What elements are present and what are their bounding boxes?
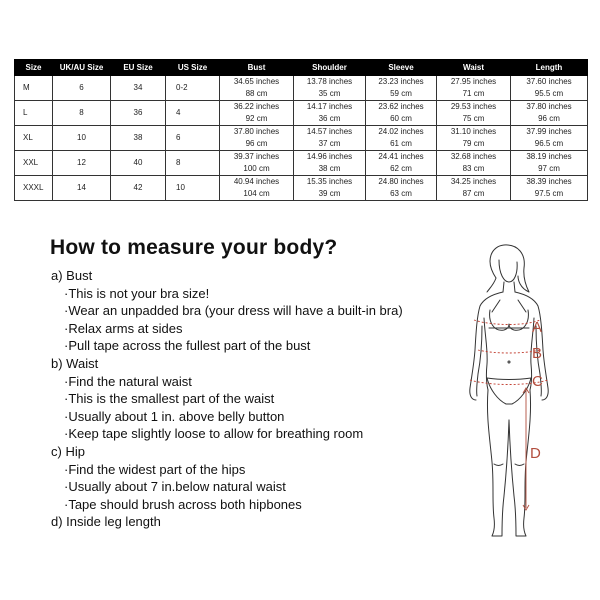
instruction-section: a) Bust (51, 268, 93, 283)
bust-inches-cell: 39.37 inches (220, 151, 294, 164)
table-row (15, 101, 588, 114)
body-measurement-figure (456, 240, 566, 545)
bust-inches-cell: 34.65 inches (220, 76, 294, 89)
us-size-cell: 4 (166, 101, 220, 126)
sleeve-cm-cell: 61 cm (366, 138, 437, 151)
instruction-step: ·Wear an unpadded bra (your dress will have a built-in bra) (64, 303, 403, 319)
table-row (15, 76, 588, 89)
eu-size-cell: 36 (111, 101, 166, 126)
waist-inches-cell: 32.68 inches (437, 151, 511, 164)
size-cell: M (15, 76, 53, 101)
eu-size-cell: 38 (111, 126, 166, 151)
instruction-section: b) Waist (51, 355, 99, 371)
mark-d-label: D (530, 445, 541, 462)
instruction-step: ·This is not your bra size! (64, 285, 210, 301)
shoulder-cm-cell: 37 cm (294, 138, 366, 151)
length-inches-cell: 37.60 inches (511, 76, 588, 89)
length-inches-cell: 38.19 inches (511, 151, 588, 164)
instruction-step: ·Pull tape across the fullest part of the bust (64, 338, 311, 354)
sleeve-inches-cell: 24.80 inches (366, 176, 437, 189)
instruction-step: ·Usually about 7 in.below natural waist (64, 479, 286, 495)
uk-size-cell: 6 (53, 76, 111, 101)
us-size-cell: 10 (166, 176, 220, 201)
sleeve-inches-cell: 24.41 inches (366, 151, 437, 164)
uk-size-cell: 10 (53, 126, 111, 151)
waist-inches-cell: 29.53 inches (437, 101, 511, 114)
length-cm-cell: 97.5 cm (511, 188, 588, 201)
waist-cm-cell: 75 cm (437, 113, 511, 126)
waist-inches-cell: 34.25 inches (437, 176, 511, 189)
shoulder-inches-cell: 14.57 inches (294, 126, 366, 139)
bust-cm-cell: 104 cm (220, 188, 294, 201)
sleeve-cm-cell: 62 cm (366, 163, 437, 176)
length-cm-cell: 97 cm (511, 163, 588, 176)
uk-size-cell: 14 (53, 176, 111, 201)
size-chart-body (15, 76, 588, 201)
page-heading: How to measure your body? (50, 236, 338, 259)
table-row (15, 151, 588, 164)
shoulder-cm-cell: 35 cm (294, 88, 366, 101)
shoulder-cm-cell: 39 cm (294, 188, 366, 201)
sleeve-inches-cell: 24.02 inches (366, 126, 437, 139)
eu-size-cell: 42 (111, 176, 166, 201)
table-row (15, 126, 588, 139)
column-header: Size (15, 60, 53, 76)
sleeve-cm-cell: 63 cm (366, 188, 437, 201)
eu-size-cell: 40 (111, 151, 166, 176)
uk-size-cell: 12 (53, 151, 111, 176)
bust-cm-cell: 92 cm (220, 113, 294, 126)
instruction-section: c) Hip (51, 443, 85, 459)
sleeve-cm-cell: 60 cm (366, 113, 437, 126)
waist-cm-cell: 87 cm (437, 188, 511, 201)
instruction-section: d) Inside leg length (51, 514, 161, 530)
sleeve-inches-cell: 23.62 inches (366, 101, 437, 114)
column-header: Waist (437, 60, 511, 76)
measure-instructions (51, 267, 403, 531)
mark-c-label: C (532, 373, 543, 390)
instruction-step: ·Keep tape slightly loose to allow for breathing room (64, 426, 364, 442)
size-chart-table (14, 59, 588, 201)
instruction-step: ·Usually about 1 in. above belly button (64, 408, 285, 424)
column-header: Sleeve (366, 60, 437, 76)
instruction-step: ·Tape should brush across both hipbones (64, 496, 302, 512)
us-size-cell: 6 (166, 126, 220, 151)
size-cell: XL (15, 126, 53, 151)
column-header: US Size (166, 60, 220, 76)
size-cell: XXXL (15, 176, 53, 201)
column-header: UK/AU Size (53, 60, 111, 76)
bust-cm-cell: 88 cm (220, 88, 294, 101)
bust-cm-cell: 100 cm (220, 163, 294, 176)
length-inches-cell: 37.99 inches (511, 126, 588, 139)
waist-cm-cell: 83 cm (437, 163, 511, 176)
column-header: Length (511, 60, 588, 76)
size-chart-header (15, 60, 588, 76)
bust-inches-cell: 40.94 inches (220, 176, 294, 189)
length-cm-cell: 96 cm (511, 113, 588, 126)
instruction-step: ·Find the widest part of the hips (64, 461, 246, 477)
instruction-step: ·This is the smallest part of the waist (64, 391, 275, 407)
sleeve-inches-cell: 23.23 inches (366, 76, 437, 89)
shoulder-cm-cell: 36 cm (294, 113, 366, 126)
waist-cm-cell: 71 cm (437, 88, 511, 101)
mark-a-label: A (532, 319, 543, 336)
size-cell: L (15, 101, 53, 126)
length-inches-cell: 37.80 inches (511, 101, 588, 114)
instruction-step: ·Relax arms at sides (64, 320, 183, 336)
length-cm-cell: 96.5 cm (511, 138, 588, 151)
eu-size-cell: 34 (111, 76, 166, 101)
column-header: EU Size (111, 60, 166, 76)
length-cm-cell: 95.5 cm (511, 88, 588, 101)
bust-cm-cell: 96 cm (220, 138, 294, 151)
shoulder-inches-cell: 14.96 inches (294, 151, 366, 164)
table-row (15, 176, 588, 189)
column-header: Shoulder (294, 60, 366, 76)
bust-inches-cell: 36.22 inches (220, 101, 294, 114)
waist-cm-cell: 79 cm (437, 138, 511, 151)
length-inches-cell: 38.39 inches (511, 176, 588, 189)
waist-inches-cell: 31.10 inches (437, 126, 511, 139)
body-outline-illustration (456, 240, 566, 545)
uk-size-cell: 8 (53, 101, 111, 126)
us-size-cell: 0-2 (166, 76, 220, 101)
us-size-cell: 8 (166, 151, 220, 176)
mark-b-label: B (532, 345, 543, 362)
shoulder-inches-cell: 15.35 inches (294, 176, 366, 189)
shoulder-inches-cell: 13.78 inches (294, 76, 366, 89)
shoulder-cm-cell: 38 cm (294, 163, 366, 176)
waist-inches-cell: 27.95 inches (437, 76, 511, 89)
bust-inches-cell: 37.80 inches (220, 126, 294, 139)
size-cell: XXL (15, 151, 53, 176)
instruction-step: ·Find the natural waist (64, 373, 192, 389)
column-header: Bust (220, 60, 294, 76)
sleeve-cm-cell: 59 cm (366, 88, 437, 101)
shoulder-inches-cell: 14.17 inches (294, 101, 366, 114)
